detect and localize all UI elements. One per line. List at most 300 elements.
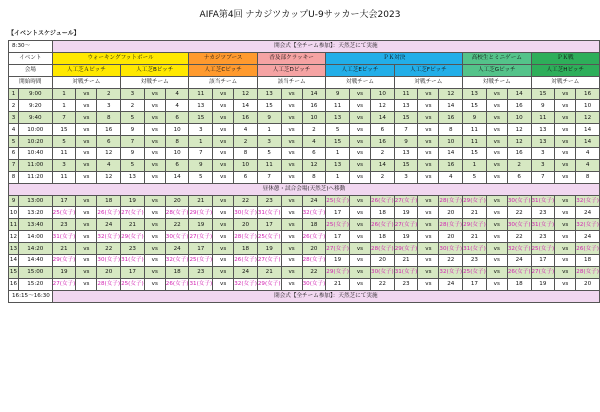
vs-label: vs xyxy=(281,195,302,207)
row-number: 12 xyxy=(9,231,19,243)
team-right: 12 xyxy=(302,159,326,171)
team-right: 10 xyxy=(302,112,326,124)
team-right: 22 xyxy=(439,255,463,267)
vs-label: vs xyxy=(486,207,507,219)
team-right: 26(女子) xyxy=(165,278,189,290)
team-right: 22 xyxy=(371,278,395,290)
team-right: 14 xyxy=(302,88,326,100)
team-left: 21 xyxy=(463,207,487,219)
team-right: 10 xyxy=(439,136,463,148)
team-right: 32(女子) xyxy=(507,243,531,255)
subheader: 該当チーム xyxy=(189,76,257,88)
row-number: 1 xyxy=(9,88,19,100)
team-left: 11 xyxy=(463,124,487,136)
vs-label: vs xyxy=(555,159,576,171)
team-right: 18 xyxy=(234,243,258,255)
match-row xyxy=(9,255,600,267)
venue-header: 人工芝Dピッチ xyxy=(257,64,325,76)
team-right: 20 xyxy=(576,278,600,290)
team-left: 5 xyxy=(121,112,145,124)
row-number: 2 xyxy=(9,100,19,112)
team-left: 23 xyxy=(52,219,76,231)
team-left: 1 xyxy=(326,148,350,160)
team-left: 1 xyxy=(52,100,76,112)
team-left: 9 xyxy=(189,159,213,171)
vs-label: vs xyxy=(76,231,97,243)
team-left: 27(女子) xyxy=(52,278,76,290)
team-left: 27(女子) xyxy=(531,266,555,278)
team-right: 18 xyxy=(97,195,121,207)
team-right: 26(女子) xyxy=(576,243,600,255)
team-right: 14 xyxy=(576,124,600,136)
team-right: 2 xyxy=(97,88,121,100)
venue-header: 人工芝Eピッチ xyxy=(326,64,394,76)
event-header: 香及部クラッキー xyxy=(257,52,325,64)
event-header: ＰＫ戦 xyxy=(531,52,600,64)
team-left: 23 xyxy=(121,243,145,255)
match-row xyxy=(9,171,600,183)
team-right: 6 xyxy=(302,148,326,160)
vs-label: vs xyxy=(144,231,165,243)
start-time: 15:00 xyxy=(18,266,52,278)
team-left: 17 xyxy=(189,243,213,255)
team-left: 25(女子) xyxy=(257,231,281,243)
vs-label: vs xyxy=(213,207,234,219)
vs-label: vs xyxy=(76,88,97,100)
vs-label: vs xyxy=(281,100,302,112)
vs-label: vs xyxy=(213,148,234,160)
team-right: 22 xyxy=(302,266,326,278)
team-right: 30(女子) xyxy=(165,231,189,243)
team-left: 1 xyxy=(189,136,213,148)
vs-label: vs xyxy=(418,195,439,207)
team-right: 4 xyxy=(165,88,189,100)
vs-label: vs xyxy=(76,255,97,267)
team-left: 25(女子) xyxy=(52,207,76,219)
row-number: 8 xyxy=(9,171,19,183)
subheader: 対戦チーム xyxy=(463,76,531,88)
team-left: 5 xyxy=(189,171,213,183)
vs-label: vs xyxy=(281,124,302,136)
vs-label: vs xyxy=(144,112,165,124)
team-right: 14 xyxy=(439,100,463,112)
event-label: イベント xyxy=(9,52,53,64)
team-right: 20 xyxy=(302,243,326,255)
vs-label: vs xyxy=(418,100,439,112)
venue-header: 人工芝Bピッチ xyxy=(121,64,189,76)
vs-label: vs xyxy=(349,207,370,219)
team-left: 21 xyxy=(463,231,487,243)
vs-label: vs xyxy=(213,195,234,207)
team-right: 28(女子) xyxy=(165,207,189,219)
vs-label: vs xyxy=(349,112,370,124)
start-time-label: 開始時間 xyxy=(9,76,53,88)
match-row xyxy=(9,195,600,207)
vs-label: vs xyxy=(418,266,439,278)
venue-header: 人工芝Ａピッチ xyxy=(52,64,120,76)
venue-label: 会場 xyxy=(9,64,53,76)
team-right: 4 xyxy=(439,171,463,183)
subheader: 対戦チーム xyxy=(121,76,189,88)
team-left: 19 xyxy=(394,231,418,243)
subheader: 対戦チーム xyxy=(531,76,600,88)
team-left: 31(女子) xyxy=(189,278,213,290)
team-left: 25(女子) xyxy=(326,219,350,231)
vs-label: vs xyxy=(349,171,370,183)
opening-row xyxy=(9,41,600,53)
team-right: 8 xyxy=(165,136,189,148)
match-row xyxy=(9,207,600,219)
team-left: 25(女子) xyxy=(189,255,213,267)
team-left: 11 xyxy=(52,148,76,160)
section-title: 【イベントスケジュール】 xyxy=(8,30,80,37)
start-time: 14:00 xyxy=(18,231,52,243)
team-right: 32(女子) xyxy=(302,207,326,219)
team-right: 14 xyxy=(234,100,258,112)
team-left: 23 xyxy=(463,255,487,267)
team-right: 26(女子) xyxy=(371,219,395,231)
team-left: 13 xyxy=(189,100,213,112)
vs-label: vs xyxy=(555,231,576,243)
team-right: 14 xyxy=(576,136,600,148)
vs-label: vs xyxy=(486,278,507,290)
start-time: 9:40 xyxy=(18,112,52,124)
team-left: 13 xyxy=(326,112,350,124)
team-right: 16 xyxy=(507,148,531,160)
vs-label: vs xyxy=(144,195,165,207)
vs-label: vs xyxy=(281,136,302,148)
team-right: 16 xyxy=(439,112,463,124)
team-left: 5 xyxy=(463,171,487,183)
vs-label: vs xyxy=(76,159,97,171)
team-left: 31(女子) xyxy=(531,219,555,231)
match-row xyxy=(9,88,600,100)
team-right: 12 xyxy=(576,112,600,124)
vs-label: vs xyxy=(486,136,507,148)
team-left: 15 xyxy=(257,100,281,112)
vs-label: vs xyxy=(418,124,439,136)
team-left: 19 xyxy=(189,219,213,231)
venue-header: 人工芝Cピッチ xyxy=(189,64,257,76)
team-left: 7 xyxy=(531,171,555,183)
vs-label: vs xyxy=(281,148,302,160)
page-title: AIFA第4回 ナカジツカップU-9サッカー大会2023 xyxy=(199,10,401,20)
team-left: 19 xyxy=(326,255,350,267)
team-right: 24 xyxy=(302,195,326,207)
team-left: 3 xyxy=(121,88,145,100)
team-left: 5 xyxy=(121,159,145,171)
schedule-table xyxy=(8,40,600,303)
team-right: 24 xyxy=(576,207,600,219)
venue-header: 人工芝Hピッチ xyxy=(531,64,600,76)
subheader: 対戦チーム xyxy=(394,76,462,88)
team-right: 20 xyxy=(371,255,395,267)
row-number: 10 xyxy=(9,207,19,219)
team-right: 16 xyxy=(439,159,463,171)
team-right: 22 xyxy=(507,207,531,219)
team-left: 9 xyxy=(531,100,555,112)
row-number: 16 xyxy=(9,278,19,290)
team-left: 5 xyxy=(52,136,76,148)
vs-label: vs xyxy=(418,278,439,290)
team-left: 1 xyxy=(463,159,487,171)
team-right: 32(女子) xyxy=(97,231,121,243)
vs-label: vs xyxy=(213,112,234,124)
team-left: 9 xyxy=(121,124,145,136)
start-time: 10:00 xyxy=(18,124,52,136)
vs-label: vs xyxy=(555,100,576,112)
team-right: 10 xyxy=(165,148,189,160)
match-row xyxy=(9,136,600,148)
start-time: 14:20 xyxy=(18,243,52,255)
opening-time: 8:30〜 xyxy=(9,41,53,53)
team-left: 13 xyxy=(394,100,418,112)
team-left: 31(女子) xyxy=(257,207,281,219)
vs-label: vs xyxy=(486,195,507,207)
team-left: 7 xyxy=(189,148,213,160)
team-right: 6 xyxy=(97,136,121,148)
team-right: 20 xyxy=(97,266,121,278)
team-left: 7 xyxy=(257,171,281,183)
team-right: 20 xyxy=(234,219,258,231)
vs-label: vs xyxy=(486,88,507,100)
team-left: 7 xyxy=(394,124,418,136)
team-left: 15 xyxy=(189,112,213,124)
team-right: 30(女子) xyxy=(302,278,326,290)
vs-label: vs xyxy=(213,266,234,278)
team-left: 21 xyxy=(326,278,350,290)
team-right: 10 xyxy=(234,159,258,171)
team-right: 30(女子) xyxy=(439,243,463,255)
vs-label: vs xyxy=(418,243,439,255)
vs-label: vs xyxy=(349,88,370,100)
vs-label: vs xyxy=(418,148,439,160)
vs-label: vs xyxy=(213,255,234,267)
team-right: 16 xyxy=(234,112,258,124)
vs-label: vs xyxy=(281,243,302,255)
team-left: 3 xyxy=(189,124,213,136)
closing-row xyxy=(9,290,600,302)
break-text: 昼休憩・試合会場(天然芝)へ移動 xyxy=(9,183,600,195)
team-left: 11 xyxy=(52,171,76,183)
vs-label: vs xyxy=(144,207,165,219)
vs-label: vs xyxy=(76,243,97,255)
vs-label: vs xyxy=(76,266,97,278)
match-row xyxy=(9,148,600,160)
team-left: 3 xyxy=(394,171,418,183)
team-right: 6 xyxy=(234,171,258,183)
team-left: 11 xyxy=(326,100,350,112)
vs-label: vs xyxy=(349,159,370,171)
vs-label: vs xyxy=(144,266,165,278)
venue-row xyxy=(9,64,600,76)
team-right: 26(女子) xyxy=(507,266,531,278)
team-right: 4 xyxy=(165,100,189,112)
match-row xyxy=(9,243,600,255)
vs-label: vs xyxy=(555,219,576,231)
team-right: 12 xyxy=(507,136,531,148)
team-right: 16 xyxy=(97,124,121,136)
start-time: 11:20 xyxy=(18,171,52,183)
row-number: 5 xyxy=(9,136,19,148)
vs-label: vs xyxy=(486,255,507,267)
team-left: 1 xyxy=(326,171,350,183)
team-right: 30(女子) xyxy=(507,219,531,231)
team-right: 6 xyxy=(165,112,189,124)
vs-label: vs xyxy=(213,171,234,183)
team-right: 4 xyxy=(576,159,600,171)
team-right: 14 xyxy=(507,88,531,100)
vs-label: vs xyxy=(281,266,302,278)
start-time: 13:20 xyxy=(18,207,52,219)
team-left: 15 xyxy=(394,112,418,124)
team-left: 15 xyxy=(52,124,76,136)
team-right: 30(女子) xyxy=(371,266,395,278)
vs-label: vs xyxy=(349,136,370,148)
start-time: 15:20 xyxy=(18,278,52,290)
team-right: 18 xyxy=(371,207,395,219)
start-time: 13:00 xyxy=(18,195,52,207)
team-right: 22 xyxy=(234,195,258,207)
team-right: 26(女子) xyxy=(97,207,121,219)
vs-label: vs xyxy=(144,243,165,255)
match-row xyxy=(9,231,600,243)
team-right: 10 xyxy=(576,100,600,112)
team-left: 23 xyxy=(257,195,281,207)
match-row xyxy=(9,278,600,290)
team-right: 28(女子) xyxy=(439,219,463,231)
team-left: 11 xyxy=(189,88,213,100)
team-right: 10 xyxy=(165,124,189,136)
team-left: 9 xyxy=(463,112,487,124)
vs-label: vs xyxy=(555,243,576,255)
vs-label: vs xyxy=(486,100,507,112)
team-left: 27(女子) xyxy=(394,219,418,231)
team-right: 14 xyxy=(371,112,395,124)
team-left: 2 xyxy=(121,100,145,112)
team-left: 13 xyxy=(394,148,418,160)
vs-label: vs xyxy=(144,124,165,136)
opening-text: 開会式【全チーム参加】：天然芝にて実施 xyxy=(52,41,599,53)
closing-time: 16:15〜16:30 xyxy=(9,290,53,302)
team-right: 8 xyxy=(576,171,600,183)
team-right: 24 xyxy=(97,219,121,231)
venue-header: 人工芝Gピッチ xyxy=(463,64,531,76)
team-left: 3 xyxy=(257,136,281,148)
vs-label: vs xyxy=(486,171,507,183)
team-right: 18 xyxy=(576,255,600,267)
team-left: 1 xyxy=(52,88,76,100)
vs-label: vs xyxy=(349,278,370,290)
team-left: 11 xyxy=(394,88,418,100)
team-right: 32(女子) xyxy=(165,255,189,267)
team-right: 20 xyxy=(439,207,463,219)
row-number: 4 xyxy=(9,124,19,136)
vs-label: vs xyxy=(76,278,97,290)
team-left: 21 xyxy=(121,219,145,231)
team-right: 28(女子) xyxy=(576,266,600,278)
team-left: 17 xyxy=(121,266,145,278)
team-right: 18 xyxy=(371,231,395,243)
vs-label: vs xyxy=(486,112,507,124)
vs-label: vs xyxy=(281,207,302,219)
team-left: 25(女子) xyxy=(531,243,555,255)
team-right: 28(女子) xyxy=(371,243,395,255)
vs-label: vs xyxy=(213,243,234,255)
vs-label: vs xyxy=(281,88,302,100)
team-right: 8 xyxy=(302,171,326,183)
closing-text: 閉会式【全チーム参加】：天然芝にて実施 xyxy=(52,290,599,302)
vs-label: vs xyxy=(144,136,165,148)
team-right: 16 xyxy=(302,100,326,112)
vs-label: vs xyxy=(213,124,234,136)
vs-label: vs xyxy=(555,124,576,136)
team-left: 25(女子) xyxy=(121,278,145,290)
team-left: 23 xyxy=(531,231,555,243)
team-right: 12 xyxy=(439,88,463,100)
team-right: 24 xyxy=(507,255,531,267)
vs-label: vs xyxy=(76,112,97,124)
team-right: 2 xyxy=(234,136,258,148)
team-left: 31(女子) xyxy=(52,231,76,243)
team-left: 27(女子) xyxy=(121,207,145,219)
subheader: 対戦チーム xyxy=(52,76,120,88)
vs-label: vs xyxy=(555,88,576,100)
vs-label: vs xyxy=(213,136,234,148)
team-right: 18 xyxy=(302,219,326,231)
team-left: 1 xyxy=(257,124,281,136)
vs-label: vs xyxy=(213,159,234,171)
team-left: 15 xyxy=(531,88,555,100)
team-right: 12 xyxy=(97,171,121,183)
team-left: 15 xyxy=(463,148,487,160)
team-left: 11 xyxy=(463,136,487,148)
team-left: 29(女子) xyxy=(121,231,145,243)
team-right: 20 xyxy=(439,231,463,243)
vs-label: vs xyxy=(418,159,439,171)
vs-label: vs xyxy=(349,100,370,112)
vs-label: vs xyxy=(349,266,370,278)
team-left: 9 xyxy=(257,112,281,124)
team-right: 6 xyxy=(371,124,395,136)
vs-label: vs xyxy=(349,195,370,207)
vs-label: vs xyxy=(213,219,234,231)
vs-label: vs xyxy=(281,219,302,231)
team-right: 18 xyxy=(507,278,531,290)
vs-label: vs xyxy=(418,255,439,267)
vs-label: vs xyxy=(144,159,165,171)
vs-label: vs xyxy=(418,112,439,124)
team-right: 30(女子) xyxy=(234,207,258,219)
event-header: ＰＫ対決 xyxy=(326,52,463,64)
team-right: 32(女子) xyxy=(234,278,258,290)
event-header-row xyxy=(9,52,600,64)
team-left: 3 xyxy=(531,148,555,160)
break-row xyxy=(9,183,600,195)
vs-label: vs xyxy=(281,171,302,183)
team-left: 29(女子) xyxy=(463,219,487,231)
vs-label: vs xyxy=(76,195,97,207)
vs-label: vs xyxy=(144,219,165,231)
team-left: 31(女子) xyxy=(121,255,145,267)
team-right: 24 xyxy=(165,243,189,255)
team-right: 2 xyxy=(507,159,531,171)
team-right: 14 xyxy=(165,171,189,183)
team-left: 27(女子) xyxy=(189,231,213,243)
match-row xyxy=(9,112,600,124)
vs-label: vs xyxy=(349,124,370,136)
team-left: 11 xyxy=(257,159,281,171)
